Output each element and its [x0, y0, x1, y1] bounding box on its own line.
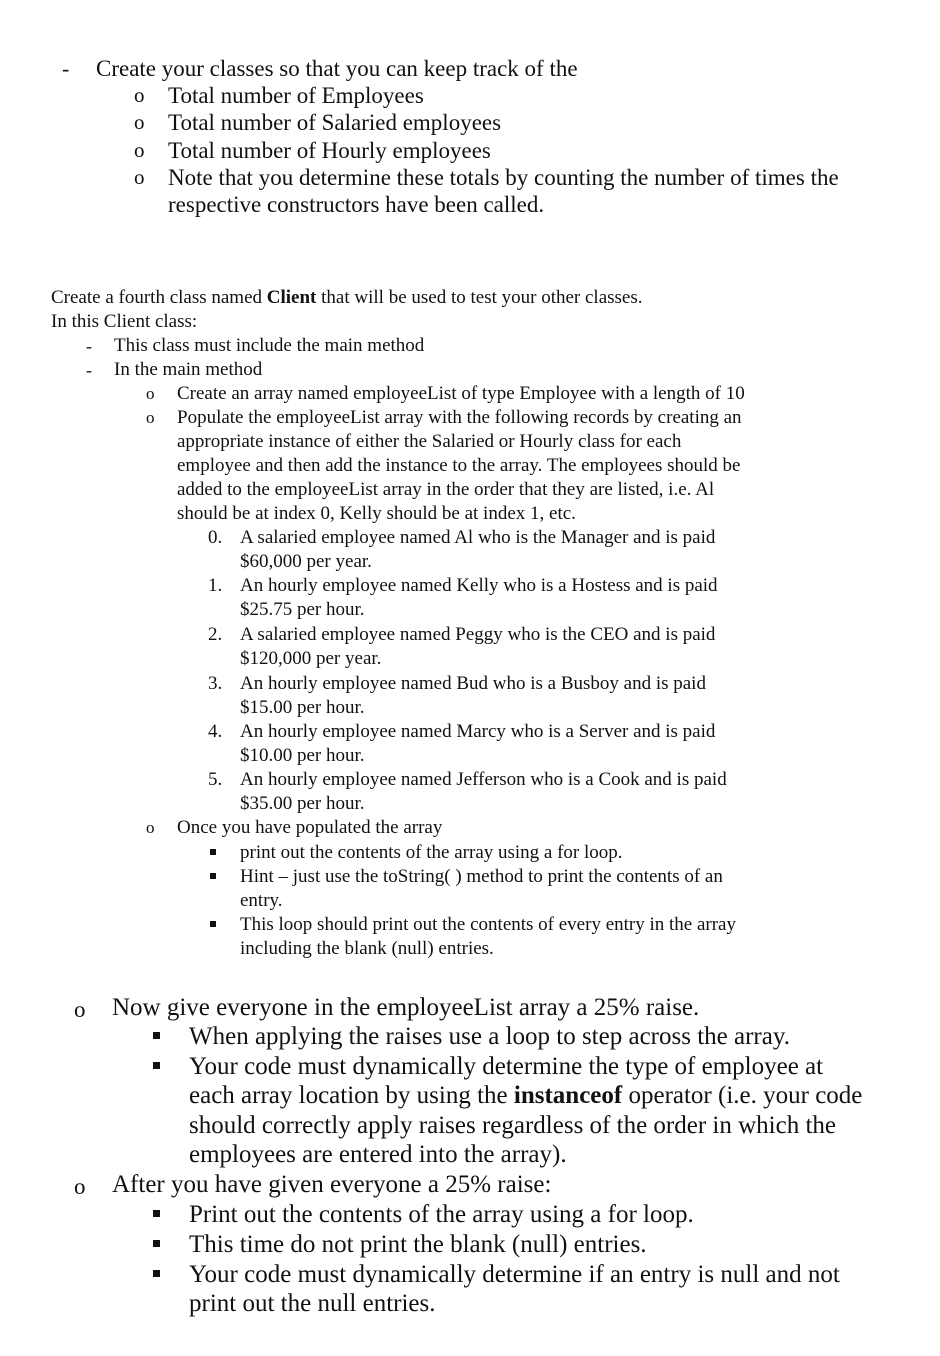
bullet-text: Hint – just use the toString( ) method to print the contents of an: [240, 866, 723, 887]
instanceof-pre: each array location by using the: [189, 1082, 514, 1109]
record-text: A salaried employee named Peggy who is the CEO and is paid: [240, 624, 716, 645]
client-intro: [51, 288, 643, 307]
sub-item: Once you have populated the array: [177, 817, 443, 838]
sub-item: should be at index 0, Kelly should be at index 1, etc.: [177, 503, 576, 524]
intro-text: Create your classes so that you can keep track of the: [96, 56, 578, 81]
instanceof-post: operator (i.e. your code: [622, 1082, 863, 1109]
record-text: $120,000 per year.: [240, 648, 382, 669]
bullet-text: should correctly apply raises regardless of the order in which the: [189, 1112, 837, 1139]
bullet-o: o: [146, 384, 155, 403]
record-text: An hourly employee named Marcy who is a Server and is paid: [240, 721, 716, 742]
record-text: $25.75 per hour.: [240, 599, 365, 620]
bullet-text: [189, 1083, 862, 1108]
bullet-text: This loop should print out the contents of every entry in the array: [240, 914, 736, 935]
square-bullet: [153, 1240, 160, 1247]
square-bullet: [210, 849, 216, 855]
bullet-text: This time do not print the blank (null) entries.: [189, 1231, 647, 1258]
record-number: 5.: [208, 769, 223, 790]
square-bullet: [210, 921, 216, 927]
square-bullet: [153, 1062, 160, 1069]
bullet-o: o: [146, 408, 155, 427]
bullet-text: print out the null entries.: [189, 1290, 436, 1317]
bullet-text: print out the contents of the array using a for loop.: [240, 842, 623, 863]
bullet-o: o: [134, 110, 145, 134]
bullet-text: Print out the contents of the array using a for loop.: [189, 1201, 694, 1228]
client-class-name: Client: [266, 287, 317, 308]
record-number: 4.: [208, 721, 223, 742]
client-intro-pre: Create a fourth class named: [51, 287, 267, 308]
record-text: $60,000 per year.: [240, 551, 372, 572]
list-item: Total number of Hourly employees: [168, 138, 491, 163]
dash-marker: -: [86, 360, 92, 380]
sub-item: Create an array named employeeList of type Employee with a length of 10: [177, 383, 745, 404]
bullet-text: entry.: [240, 890, 283, 911]
bullet-text: Your code must dynamically determine if an entry is null and not: [189, 1261, 840, 1288]
record-number: 0.: [208, 527, 223, 548]
record-text: An hourly employee named Bud who is a Busboy and is paid: [240, 673, 706, 694]
bullet-text: Your code must dynamically determine the type of employee at: [189, 1053, 824, 1080]
record-number: 2.: [208, 624, 223, 645]
dash-marker: -: [86, 336, 92, 356]
sub-item: appropriate instance of either the Salaried or Hourly class for each: [177, 431, 682, 452]
client-subheading: In this Client class:: [51, 311, 198, 332]
bullet-text: including the blank (null) entries.: [240, 938, 494, 959]
bullet-text: When applying the raises use a loop to step across the array.: [189, 1023, 790, 1050]
bullet-o: o: [134, 165, 145, 189]
square-bullet: [153, 1032, 160, 1039]
bullet-text: employees are entered into the array).: [189, 1141, 567, 1168]
list-item: Total number of Salaried employees: [168, 110, 502, 135]
dash-item: In the main method: [114, 359, 263, 380]
raise-heading: Now give everyone in the employeeList array a 25% raise.: [112, 994, 700, 1021]
bullet-o: o: [74, 997, 86, 1022]
record-text: A salaried employee named Al who is the Manager and is paid: [240, 527, 716, 548]
record-text: An hourly employee named Jefferson who is a Cook and is paid: [240, 769, 727, 790]
sub-item: Populate the employeeList array with the following records by creating an: [177, 407, 742, 428]
sub-item: employee and then add the instance to the array. The employees should be: [177, 455, 741, 476]
square-bullet: [153, 1210, 160, 1217]
record-text: $10.00 per hour.: [240, 745, 365, 766]
dash-marker: -: [62, 56, 70, 81]
instanceof-keyword: instanceof: [513, 1082, 623, 1109]
record-number: 3.: [208, 673, 223, 694]
square-bullet: [153, 1270, 160, 1277]
record-text: $15.00 per hour.: [240, 697, 365, 718]
note-text: Note that you determine these totals by counting the number of times the: [168, 165, 839, 190]
record-text: $35.00 per hour.: [240, 793, 365, 814]
bullet-o: o: [146, 818, 155, 837]
client-intro-post: that will be used to test your other classes.: [316, 287, 643, 308]
note-text: respective constructors have been called.: [168, 192, 545, 217]
bullet-o: o: [74, 1174, 86, 1199]
square-bullet: [210, 873, 216, 879]
bullet-o: o: [134, 138, 145, 162]
record-text: An hourly employee named Kelly who is a Hostess and is paid: [240, 575, 718, 596]
sub-item: added to the employeeList array in the order that they are listed, i.e. Al: [177, 479, 715, 500]
record-number: 1.: [208, 575, 223, 596]
list-item: Total number of Employees: [168, 83, 424, 108]
dash-item: This class must include the main method: [114, 335, 425, 356]
after-heading: After you have given everyone a 25% raise:: [112, 1171, 552, 1198]
bullet-o: o: [134, 83, 145, 107]
